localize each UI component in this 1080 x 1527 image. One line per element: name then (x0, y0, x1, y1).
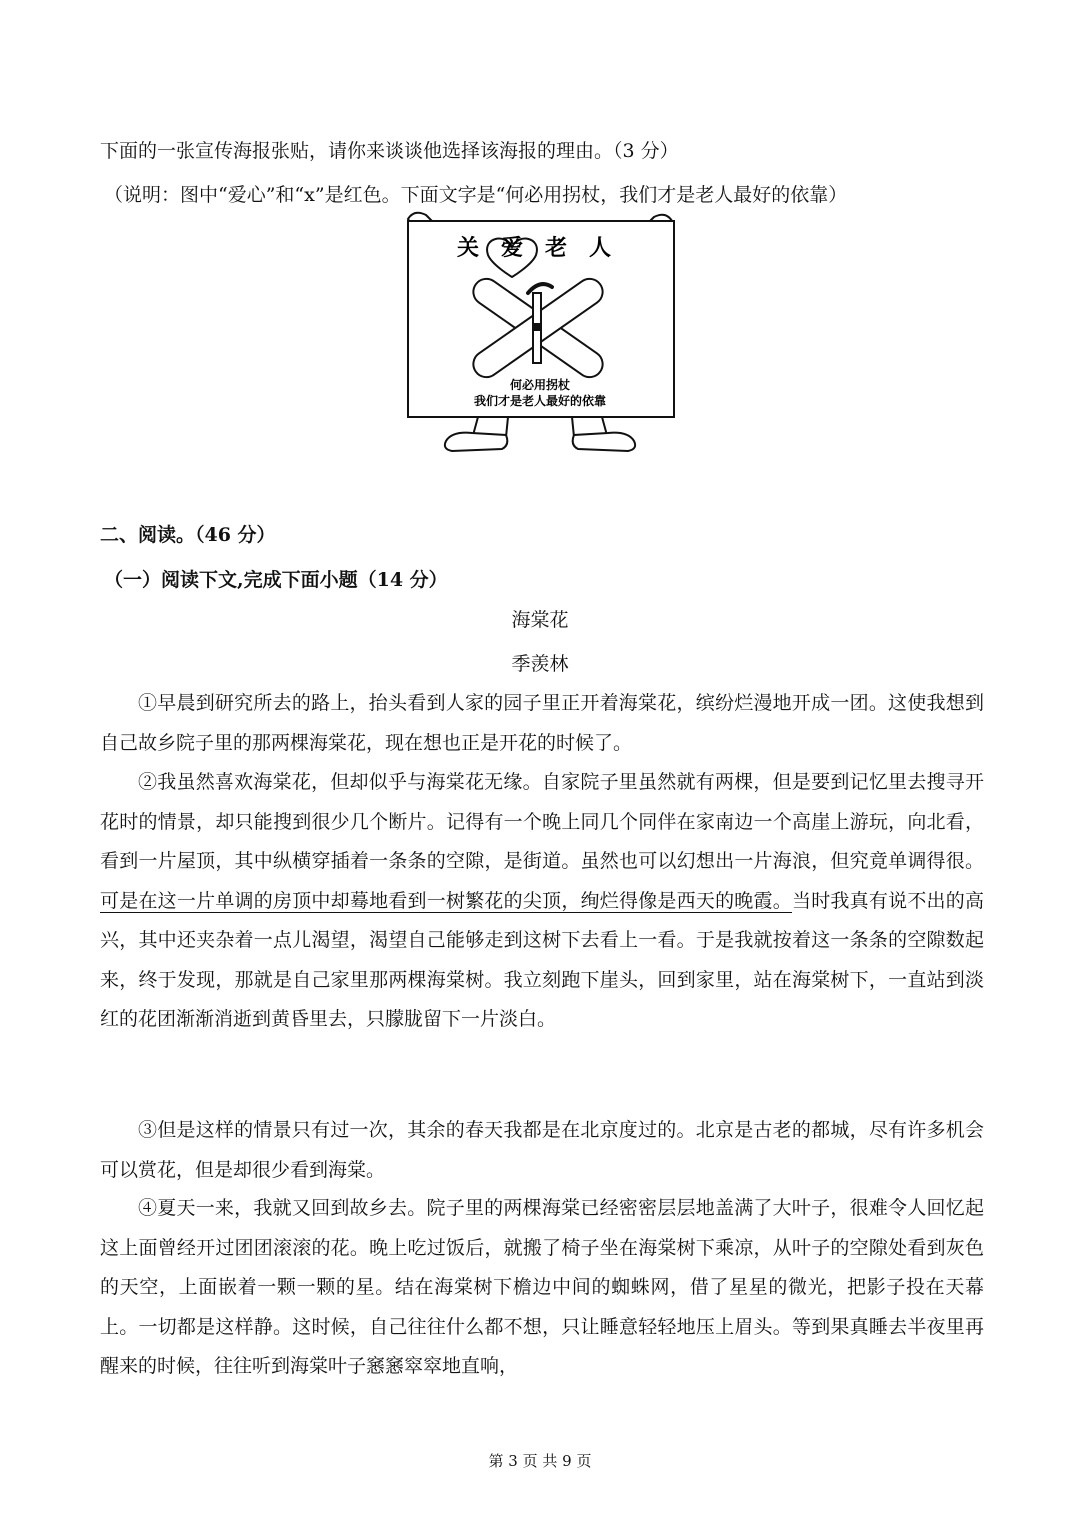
paragraph-2-text: ②我虽然喜欢海棠花，但却似乎与海棠花无缘。自家院子里虽然就有两棵，但是要到记忆里去搜寻开花时的情景，却只能搜到很少几个断片。记得有一个晚上同几个同伴在家南边一个高崖上游玩，向北看，看到一片屋顶，其中纵横穿插着一条条的空隙，是街道。虽然也可以幻想出一片海浪，但究竟单调得很。 (100, 771, 984, 872)
poster-title-char: 关 (456, 236, 480, 261)
article-author: 季羡林 (511, 653, 569, 675)
question-text: 下面的一张宣传海报张贴，请你来谈谈他选择该海报的理由。（3 分） (100, 140, 679, 162)
left-shoe-icon (445, 433, 507, 451)
paragraph-2-underlined: 可是在这一片单调的房顶中却蓦地看到一树繁花的尖顶，绚烂得像是西天的晚霞。 (100, 889, 792, 912)
poster-line2: 我们才是老人最好的依靠 (473, 394, 607, 408)
sub1-heading: （一）阅读下文,完成下面小题（14 分） (104, 569, 448, 591)
poster-title-char: 老 (544, 236, 568, 261)
paragraph-4: ④夏天一来，我就又回到故乡去。院子里的两棵海棠已经密密层层地盖满了大叶子，很难令人回忆起这上面曾经开过团团滚滚的花。晚上吃过饭后，就搬了椅子坐在海棠树下乘凉，从叶子的空隙处看到灰色的天空，上面嵌着一颗一颗的星。结在海棠树下檐边中间的蜘蛛网，借了星星的微光，把影子投在天幕上。一切都是这样静。这时候，自己往往什么都不想，只让睡意轻轻地压上眉头。等到果真睡去半夜里再醒来的时候，往往听到海棠叶子窸窸窣窣地直响， (100, 1197, 984, 1377)
right-shoe-icon (573, 433, 635, 451)
paragraph-3: ③但是这样的情景只有过一次，其余的春天我都是在北京度过的。北京是古老的都城，尽有许多机会可以赏花，但是却很少看到海棠。 (100, 1119, 984, 1181)
article-title: 海棠花 (511, 609, 569, 631)
poster-title-char-heart: 爱 (500, 236, 524, 261)
page-footer: 第 3 页 共 9 页 (488, 1452, 592, 1470)
question-note: （说明：图中“爱心”和“x”是红色。下面文字是“何必用拐杖，我们才是老人最好的依靠） (104, 184, 848, 206)
poster-image (400, 205, 680, 465)
paragraph-1: ①早晨到研究所去的路上，抬头看到人家的园子里正开着海棠花，缤纷烂漫地开成一团。这使我想到自己故乡院子里的那两棵海棠花，现在想也正是开花的时候了。 (100, 692, 984, 754)
poster-illustration (400, 205, 680, 465)
paragraph-2 (100, 763, 984, 1040)
poster-title-char: 人 (588, 236, 612, 261)
section2-heading: 二、阅读。（46 分） (100, 524, 276, 546)
paragraph-2-text-after: 当时我真有说不出的高兴，其中还夹杂着一点儿渴望，渴望自己能够走到这树下去看上一看。于是我就按着这一条条的空隙数起来，终于发现，那就是自己家里那两棵海棠树。我立刻跑下崖头，回到家里，站在海棠树下，一直站到淡红的花团渐渐消逝到黄昏里去，只朦胧留下一片淡白。 (100, 889, 984, 1030)
poster-line1: 何必用拐杖 (509, 378, 571, 392)
